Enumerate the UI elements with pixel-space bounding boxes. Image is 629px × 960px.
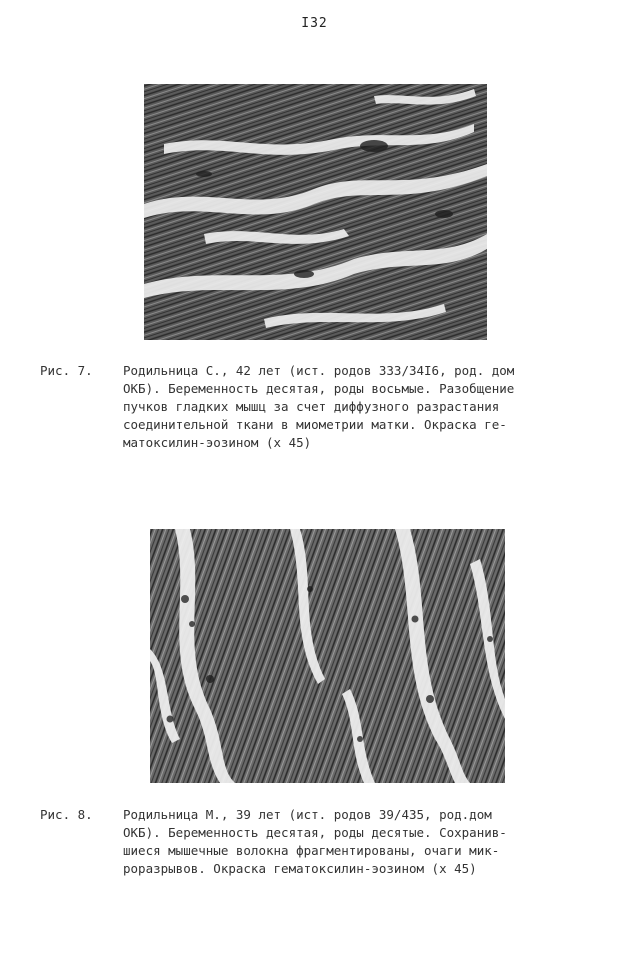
caption-line: роразрывов. Окраска гематоксилин-эозином (х 45): [123, 861, 477, 876]
caption-line: Родильница М., 39 лет (ист. родов 39/435, род.дом: [123, 807, 492, 822]
figure-7-micrograph: [144, 84, 487, 340]
caption-line: ОКБ). Беременность десятая, роды восьмые. Разобщение: [123, 381, 515, 396]
figure-8-caption-text: [123, 806, 593, 878]
caption-line: шиеся мышечные волокна фрагментированы, очаги мик-: [123, 843, 500, 858]
caption-line: ОКБ). Беременность десятая, роды десятые. Сохранив-: [123, 825, 507, 840]
figure-7-label: Рис. 7.: [40, 363, 93, 378]
micrograph-7-image: [144, 84, 487, 340]
figure-7-caption-text: [123, 362, 593, 452]
caption-line: соединительной ткани в миометрии матки. Окраска ге-: [123, 417, 507, 432]
caption-line: пучков гладких мышц за счет диффузного разрастания: [123, 399, 500, 414]
page-number: I32: [301, 16, 328, 31]
micrograph-8-image: [150, 529, 505, 783]
caption-line: матоксилин-эозином (х 45): [123, 435, 312, 450]
figure-8-caption: [40, 806, 600, 886]
figure-8-label: Рис. 8.: [40, 807, 93, 822]
figure-8-micrograph: [150, 529, 505, 783]
figure-7-caption: [40, 362, 600, 472]
caption-line: Родильница С., 42 лет (ист. родов 333/34I6, род. дом: [123, 363, 515, 378]
